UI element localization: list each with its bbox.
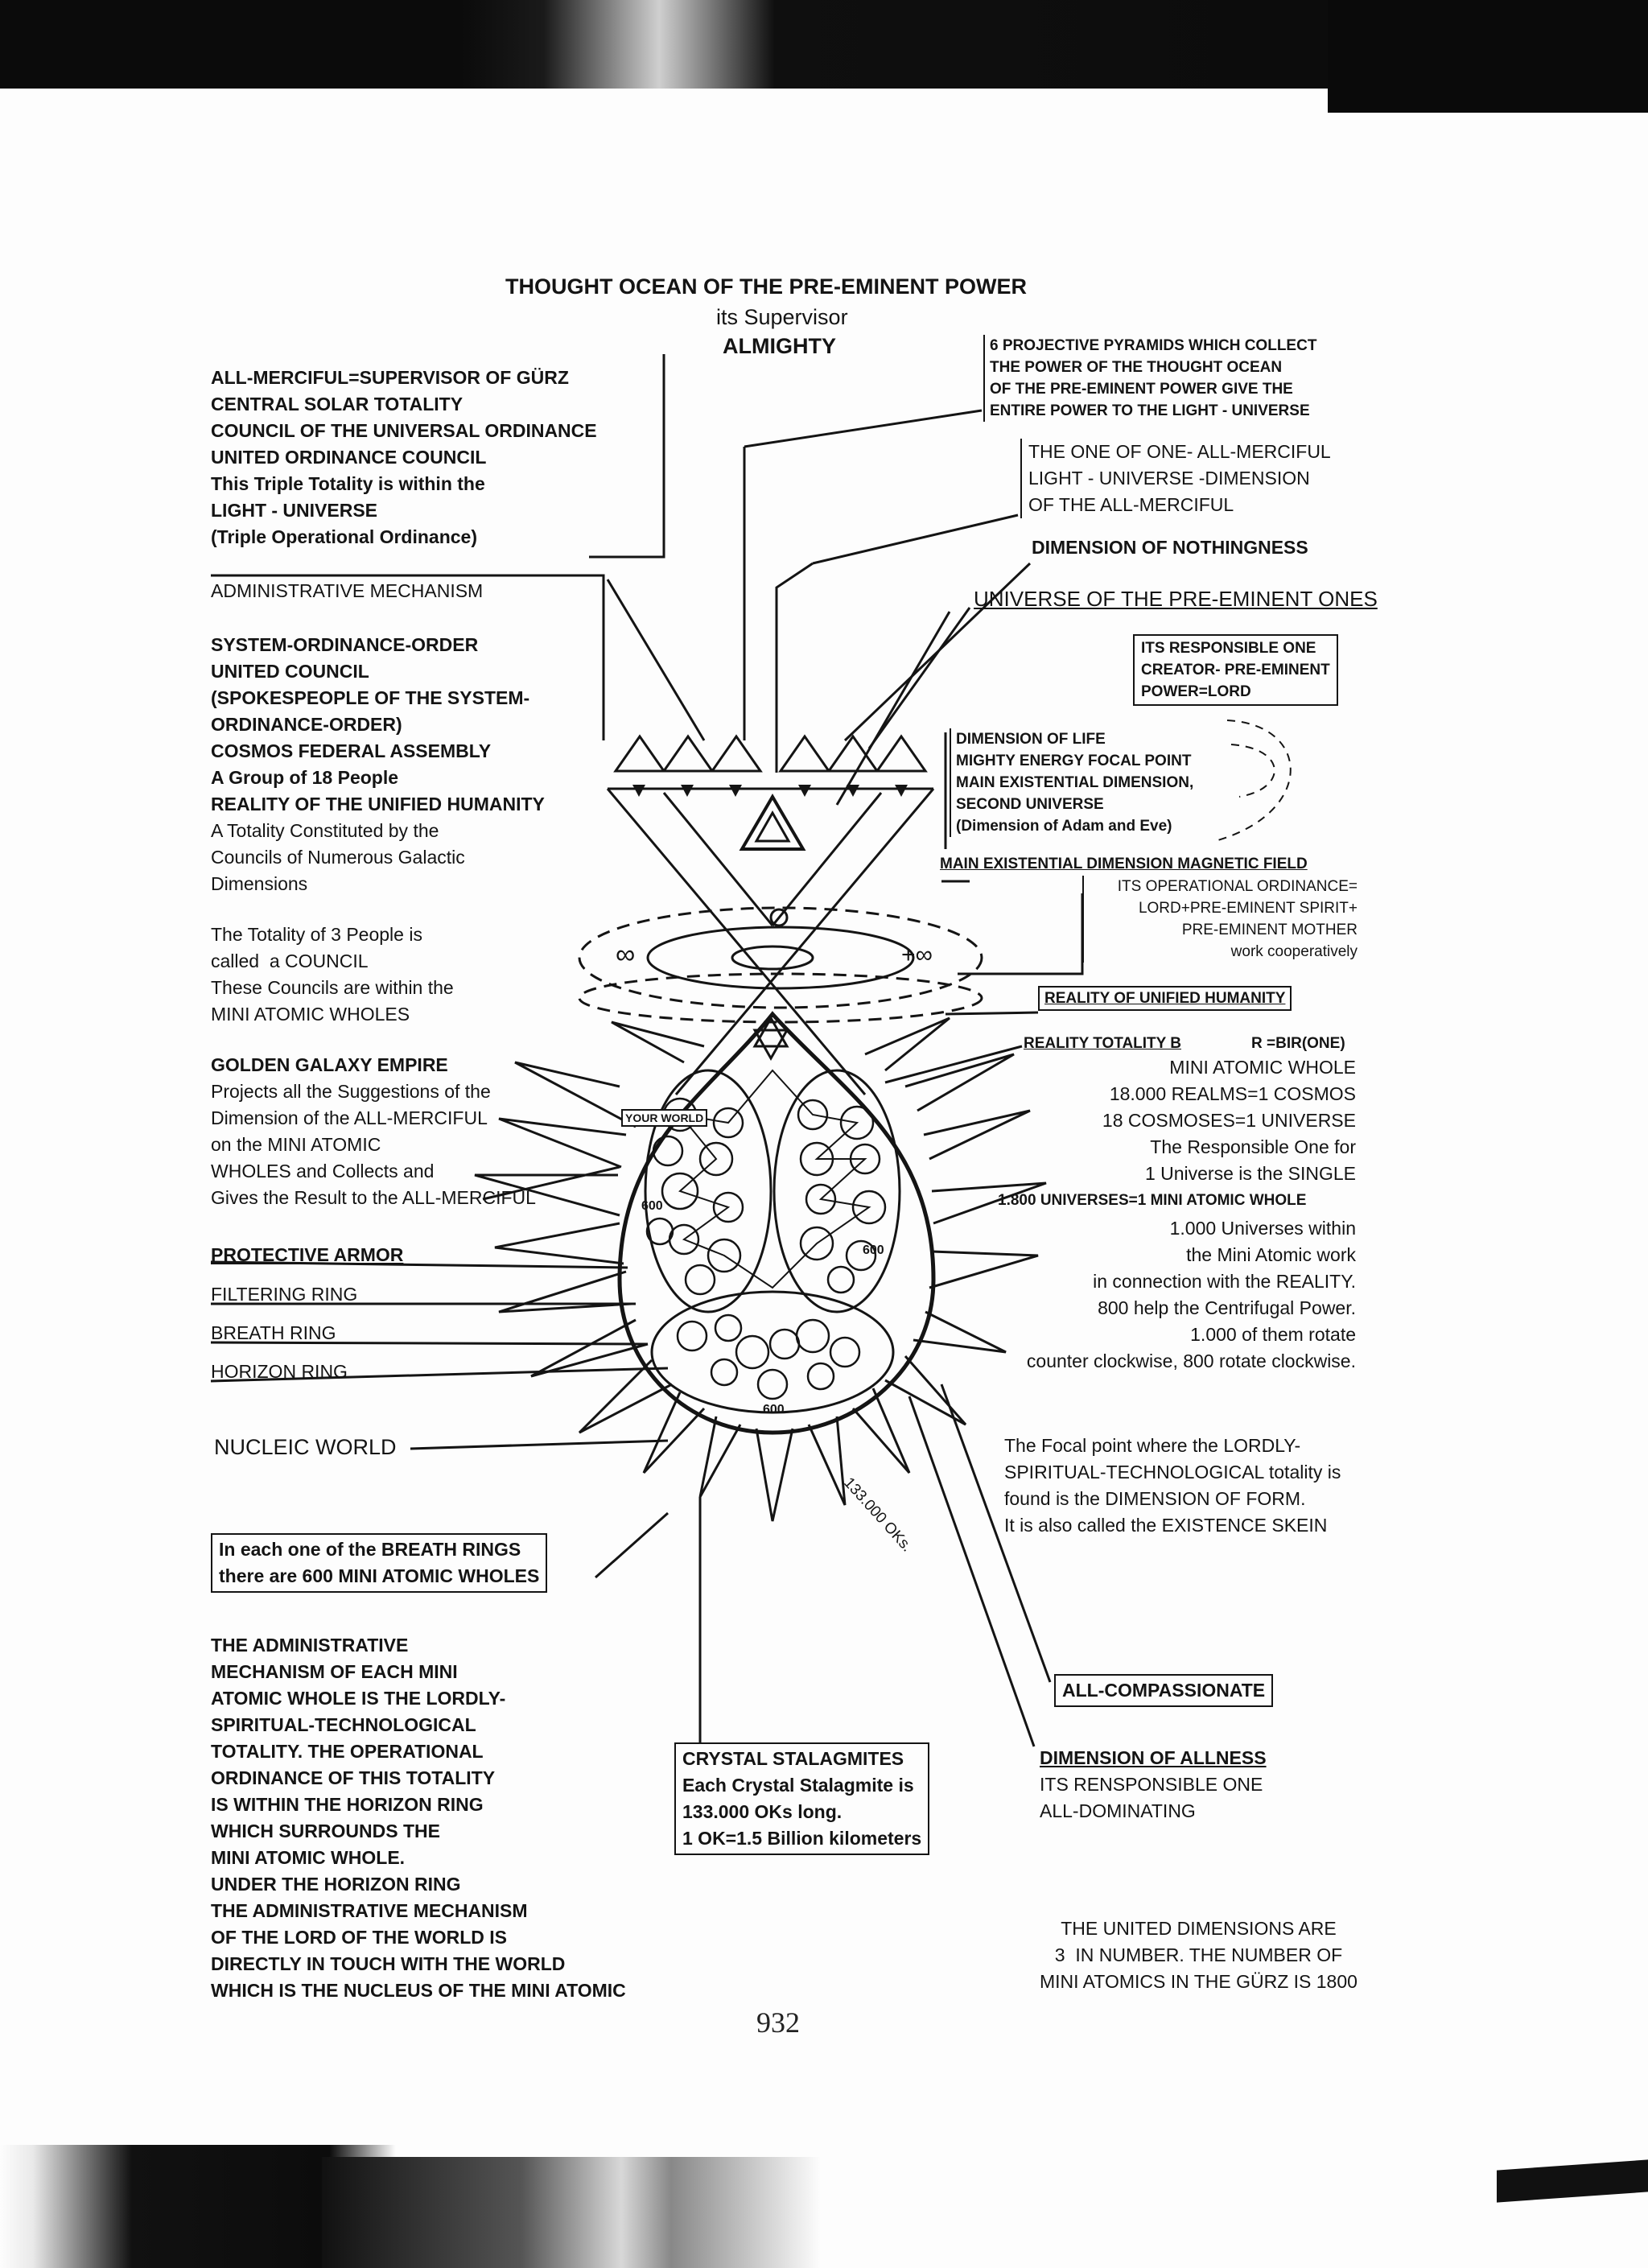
horizon-ring: HORIZON RING [211, 1361, 348, 1382]
magnetic-field-label: MAIN EXISTENTIAL DIMENSION MAGNETIC FIELD [940, 856, 1308, 872]
responsible-all-block: ITS RENSPONSIBLE ONE ALL-DOMINATING [1040, 1774, 1263, 1821]
label-600-left: 600 [641, 1199, 663, 1213]
inner-right [772, 793, 881, 926]
breath-ring: BREATH RING [211, 1322, 336, 1343]
dimension-life-block: DIMENSION OF LIFE MIGHTY ENERGY FOCAL POINT MAIN EXISTENTIAL DIMENSION, SECOND UNIVERSE (Dimension of Adam and Eve) [950, 728, 1193, 837]
connector-left-top [589, 354, 664, 557]
life-arrow-curve [1215, 720, 1291, 841]
filtering-ring: FILTERING RING [211, 1284, 358, 1305]
almighty-label: ALMIGHTY [723, 334, 836, 358]
arrow-6 [895, 785, 908, 797]
middle-ellipse [648, 927, 913, 988]
stalagmite-length-label: 133.000 OKs. [840, 1474, 916, 1556]
x-line-left [608, 789, 865, 1095]
united-dimensions-block: THE UNITED DIMENSIONS ARE 3 IN NUMBER. THE NUMBER OF MINI ATOMICS IN THE GÜRZ IS 1800 [1040, 1918, 1358, 1992]
connector-breath-box [595, 1513, 668, 1577]
pyramid-4 [781, 736, 829, 771]
arrow-1 [632, 785, 645, 797]
arrow-4 [798, 785, 811, 797]
connector-pyramids [744, 410, 982, 447]
connector-reality-unified [946, 1012, 1038, 1014]
breath-ring-left [645, 1070, 771, 1312]
infinity-left: ∞ [616, 939, 636, 970]
operational-ordinance-block: ITS OPERATIONAL ORDINANCE= LORD+PRE-EMINENT SPIRIT+ PRE-EMINENT MOTHER work cooperatively [1082, 876, 1358, 963]
breath-rings-box: In each one of the BREATH RINGS there are 600 MINI ATOMIC WHOLES [211, 1533, 547, 1593]
one-of-one-block: THE ONE OF ONE- ALL-MERCIFUL LIGHT - UNIVERSE -DIMENSION OF THE ALL-MERCIFUL [1020, 439, 1331, 518]
inner-ellipse [732, 946, 813, 969]
diagram-title: THOUGHT OCEAN OF THE PRE-EMINENT POWER [505, 274, 1027, 299]
connector-operational [958, 893, 1082, 974]
supervisor-label: its Supervisor [716, 305, 848, 329]
reality-totality-tail: R =BIR(ONE) [1251, 1035, 1345, 1052]
label-600-bottom: 600 [763, 1403, 785, 1416]
arrow-3 [729, 785, 742, 797]
reality-unified-humanity: REALITY OF THE UNIFIED HUMANITY [211, 794, 545, 814]
admin-each-block: THE ADMINISTRATIVE MECHANISM OF EACH MINI ATOMIC WHOLE IS THE LORDLY- SPIRITUAL-TECHNOLOGICAL TOTALITY. THE OPERATIONAL ORDINANCE OF THIS TOTALITY IS WITHIN THE HORIZON RING WHICH SURROUNDS THE MINI ATOMIC WHOLE. UNDER THE HORIZON RING THE ADMINISTRATIVE MECHANISM OF THE LORD OF THE WORLD IS DIRECTLY IN TOUCH WITH THE WORLD WHICH IS THE NUCLEUS OF THE MINI ATOMIC [211, 1635, 626, 2001]
lower-dashed-ellipse [579, 974, 982, 1022]
star-down [755, 1030, 787, 1058]
dimension-allness: DIMENSION OF ALLNESS [1040, 1747, 1267, 1768]
council-block: The Totality of 3 People is called a COUNCIL These Councils are within the MINI ATOMIC WHOLES [211, 924, 454, 1025]
admin-mechanism: ADMINISTRATIVE MECHANISM [211, 580, 484, 601]
infinity-right: +∞ [901, 942, 933, 968]
pyramid-6 [877, 736, 925, 771]
universes-rotate-block: 1.000 Universes within the Mini Atomic work in connection with the REALITY. 800 help the Centrifugal Power. 1.000 of them rotate counter clockwise, 800 rotate clockwise. [1026, 1218, 1356, 1371]
connector-reality-totality [885, 1046, 1022, 1082]
reality-totality-label: REALITY TOTALITY B [1024, 1035, 1181, 1052]
golden-galaxy-block: Projects all the Suggestions of the Dimension of the ALL-MERCIFUL on the MINI ATOMIC WHOLES and Collects and Gives the Result to the ALL-MERCIFUL [211, 1081, 536, 1208]
breath-ring-right [774, 1070, 900, 1312]
left-top-block: ALL-MERCIFUL=SUPERVISOR OF GÜRZ CENTRAL SOLAR TOTALITY COUNCIL OF THE UNIVERSAL ORDINANCE UNITED ORDINANCE COUNCIL This Triple Totality is within the LIGHT - UNIVERSE (Triple Operational Ordinance) [211, 367, 597, 547]
connector-one [813, 515, 1018, 563]
nucleic-world: NUCLEIC WORLD [214, 1435, 397, 1459]
mini-atomic-block: MINI ATOMIC WHOLE 18.000 REALMS=1 COSMOS 18 COSMOSES=1 UNIVERSE The Responsible One for 1 Universe is the SINGLE [1102, 1057, 1356, 1184]
pyramid-3 [712, 736, 760, 771]
inner-left [664, 793, 772, 926]
arrow-5 [847, 785, 859, 797]
dimension-nothingness: DIMENSION OF NOTHINGNESS [1032, 537, 1308, 558]
reality-unified-box: REALITY OF UNIFIED HUMANITY [1038, 986, 1292, 1011]
pyramid-2 [664, 736, 712, 771]
golden-galaxy-empire: GOLDEN GALAXY EMPIRE [211, 1054, 448, 1075]
connector-universe [869, 608, 970, 748]
your-world-label: YOUR WORLD [621, 1109, 707, 1127]
totality-constituted-block: A Totality Constituted by the Councils of Numerous Galactic Dimensions [211, 820, 465, 894]
mighty-arrow-curve [1231, 744, 1275, 797]
arrow-2 [681, 785, 694, 797]
crystal-stalagmites-box: CRYSTAL STALAGMITES Each Crystal Stalagmite is 133.000 OKs long. 1 OK=1.5 Billion kilometers [674, 1742, 929, 1855]
focal-point-block: The Focal point where the LORDLY- SPIRITUAL-TECHNOLOGICAL totality is found is the DIMENSION OF FORM. It is also called the EXISTENCE SKEIN [1004, 1435, 1341, 1536]
crystal-stalagmites [475, 1018, 1046, 1521]
protective-armor: PROTECTIVE ARMOR [211, 1244, 404, 1265]
connector-pre-eminent [837, 612, 950, 805]
connector-nucleic [410, 1441, 668, 1449]
universe-pre-eminent: UNIVERSE OF THE PRE-EMINENT ONES [974, 587, 1378, 611]
connector-admin-diag [608, 579, 704, 740]
pyramids-box: 6 PROJECTIVE PYRAMIDS WHICH COLLECT THE POWER OF THE THOUGHT OCEAN OF THE PRE-EMINENT POWER GIVE THE ENTIRE POWER TO THE LIGHT - UNIVERSE [983, 335, 1316, 422]
universes-line: 1.800 UNIVERSES=1 MINI ATOMIC WHOLE [998, 1192, 1307, 1209]
label-600-right: 600 [863, 1243, 884, 1257]
pyramid-1 [616, 736, 664, 771]
page-number: 932 [756, 2006, 800, 2039]
system-ordinance-block: SYSTEM-ORDINANCE-ORDER UNITED COUNCIL (SPOKESPEOPLE OF THE SYSTEM- ORDINANCE-ORDER) COSMOS FEDERAL ASSEMBLY A Group of 18 People [211, 634, 530, 788]
responsible-one-box: ITS RESPONSIBLE ONE CREATOR- PRE-EMINENT POWER=LORD [1133, 634, 1338, 706]
all-compassionate-box: ALL-COMPASSIONATE [1054, 1674, 1273, 1707]
pyramid-5 [829, 736, 877, 771]
